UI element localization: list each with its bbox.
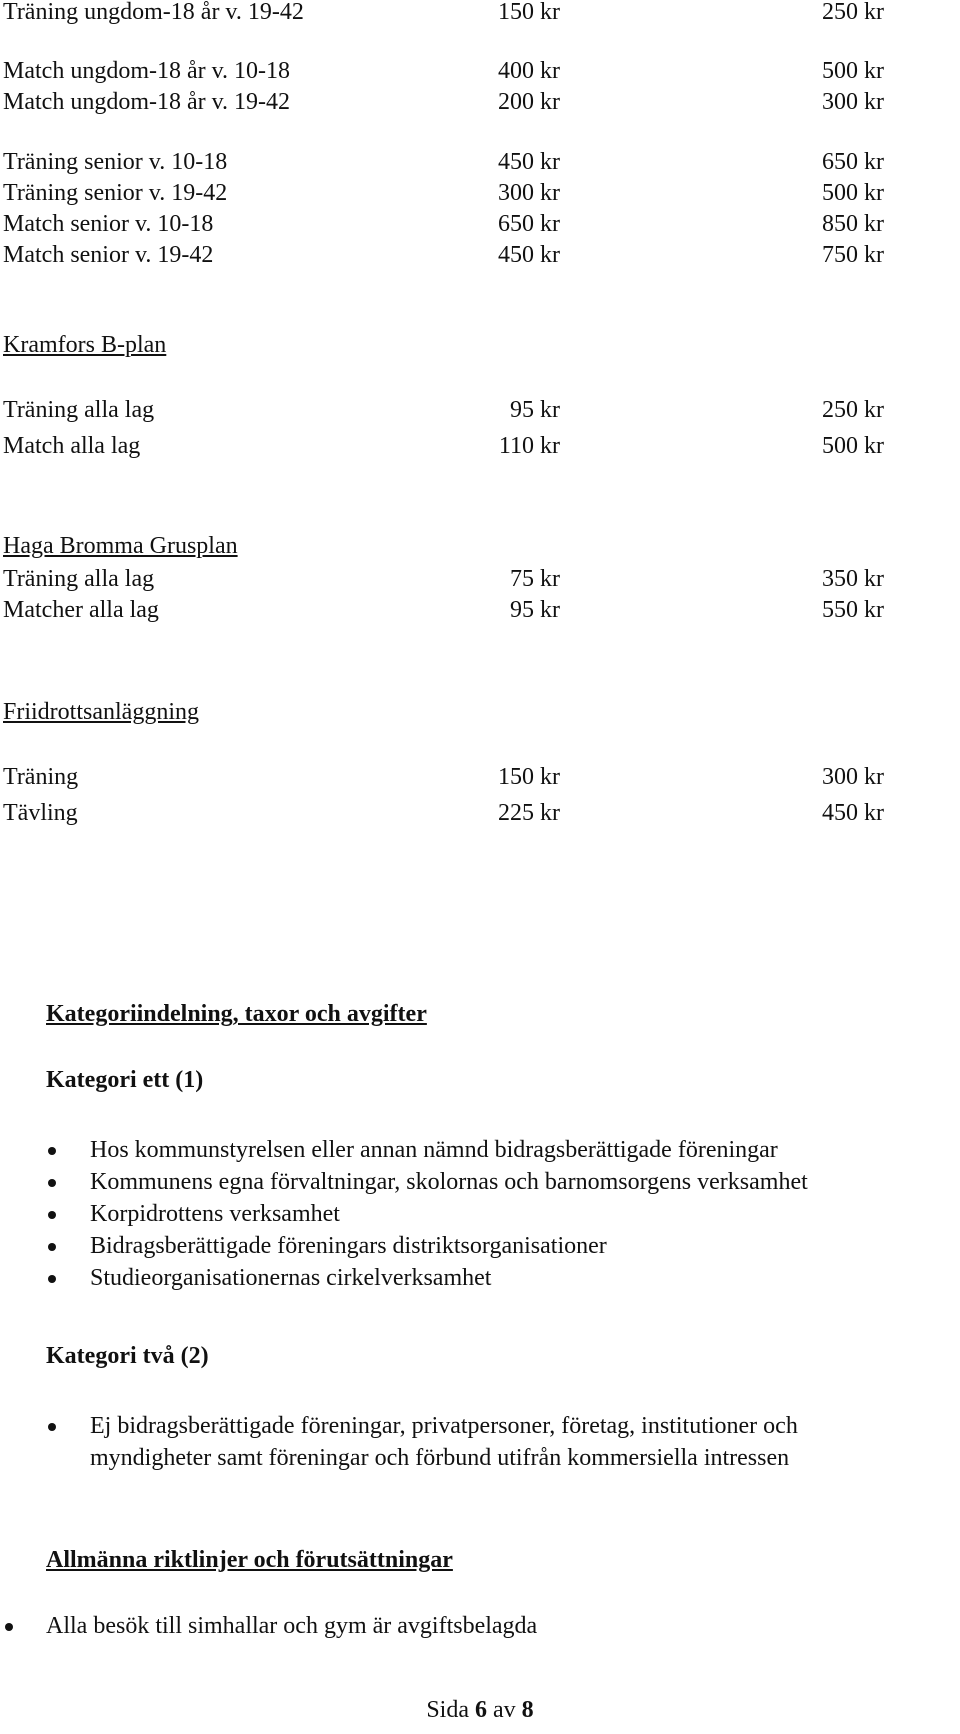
subheading-kategori-tva: Kategori två (2) [46,1343,209,1369]
price-row [0,146,960,178]
price-row [0,55,960,87]
section-title-friidrott: Friidrottsanläggning [3,699,199,725]
price-row [0,797,960,829]
price-a: 150 kr [498,0,560,25]
row-label: Match ungdom-18 år v. 10-18 [3,58,291,84]
row-label: Träning [3,764,79,790]
footer-page-number: 6 [475,1697,487,1723]
bullet-icon [48,1211,56,1219]
price-a: 150 kr [498,764,560,790]
row-label: Träning senior v. 19-42 [3,180,228,206]
price-b: 650 kr [822,149,884,175]
bullet-icon [48,1275,56,1283]
bullet-icon [48,1423,56,1431]
footer-prefix: Sida [426,1697,469,1723]
price-a: 650 kr [498,211,560,237]
bullet-icon [5,1623,13,1631]
price-b: 450 kr [822,800,884,826]
price-a: 95 kr [510,597,560,623]
row-label: Match ungdom-18 år v. 19-42 [3,89,291,115]
row-label: Träning alla lag [3,566,155,592]
row-label: Match senior v. 19-42 [3,242,214,268]
price-b: 550 kr [822,597,884,623]
price-b: 850 kr [822,211,884,237]
price-a: 95 kr [510,397,560,423]
price-a: 400 kr [498,58,560,84]
section-title-kramfors: Kramfors B-plan [3,332,167,358]
price-b: 500 kr [822,180,884,206]
price-row [0,86,960,118]
row-label: Träning senior v. 10-18 [3,149,228,175]
row-label: Tävling [3,800,78,826]
price-a: 450 kr [498,149,560,175]
price-a: 110 kr [498,433,560,459]
price-row [0,563,960,595]
section-title-kategori: Kategoriindelning, taxor och avgifter [46,1001,427,1027]
price-b: 350 kr [822,566,884,592]
price-row [0,208,960,240]
price-b: 250 kr [822,0,884,25]
price-a: 75 kr [510,566,560,592]
footer-middle: av [493,1697,516,1723]
price-b: 300 kr [822,89,884,115]
price-a: 200 kr [498,89,560,115]
price-a: 450 kr [498,242,560,268]
price-b: 300 kr [822,764,884,790]
row-label: Match alla lag [3,433,141,459]
price-row [0,239,960,271]
price-b: 500 kr [822,433,884,459]
bullet-icon [48,1243,56,1251]
price-row [0,0,960,28]
price-a: 300 kr [498,180,560,206]
price-row [0,430,960,462]
bullet-icon [48,1147,56,1155]
price-row [0,594,960,626]
row-label: Matcher alla lag [3,597,159,623]
section-title-allmanna: Allmänna riktlinjer och förutsättningar [46,1547,453,1573]
price-b: 250 kr [822,397,884,423]
subheading-kategori-ett: Kategori ett (1) [46,1067,204,1093]
price-b: 750 kr [822,242,884,268]
price-b: 500 kr [822,58,884,84]
row-label: Träning ungdom-18 år v. 19-42 [3,0,304,25]
price-row [0,394,960,426]
row-label: Träning alla lag [3,397,155,423]
price-row [0,177,960,209]
row-label: Match senior v. 10-18 [3,211,214,237]
bullet-icon [48,1179,56,1187]
footer-total-pages: 8 [521,1697,534,1723]
page-footer [0,1694,960,1726]
price-row [0,761,960,793]
section-title-haga: Haga Bromma Grusplan [3,533,238,559]
price-a: 225 kr [498,800,560,826]
